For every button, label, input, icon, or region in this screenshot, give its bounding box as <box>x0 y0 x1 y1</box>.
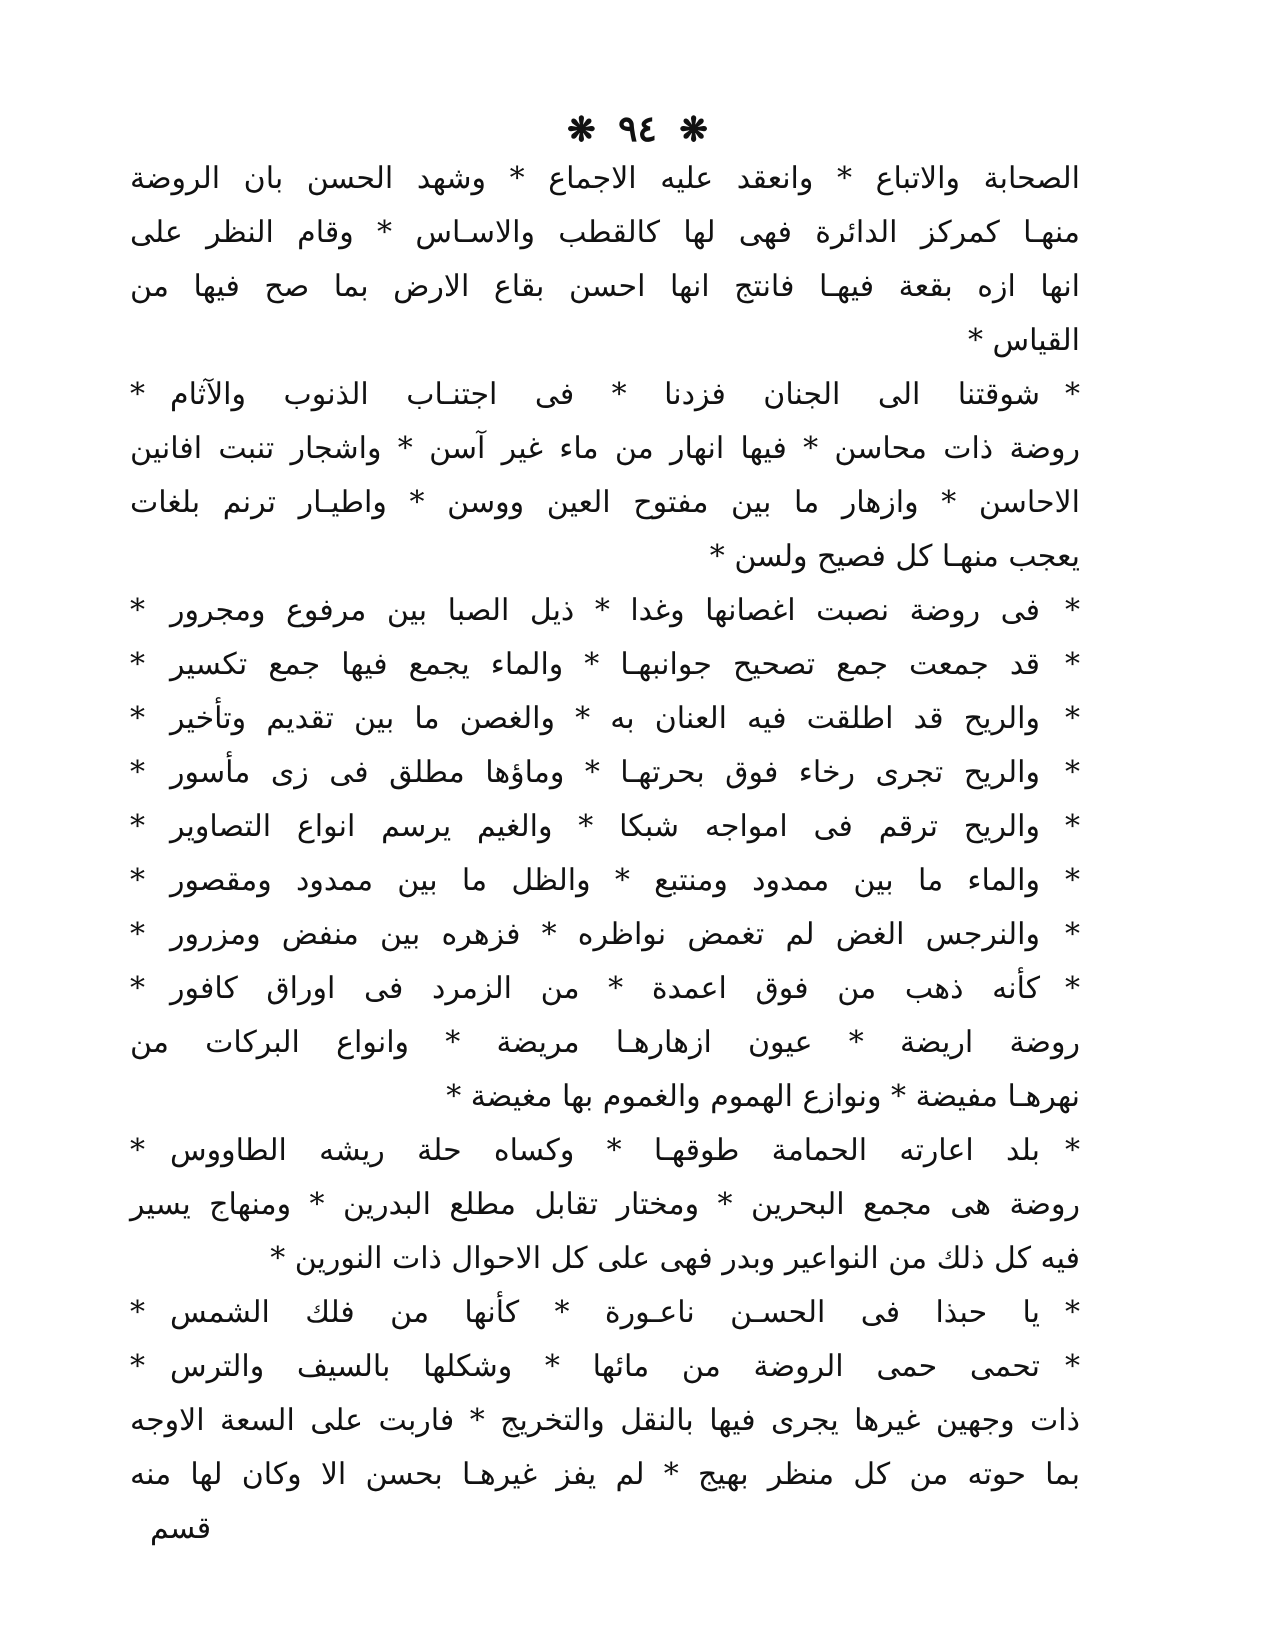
verse-text: بلد اعارته الحمامة طوقهـا * وكساه حلة ريشه الطاووس <box>170 1133 1040 1168</box>
verse-line <box>130 1124 1080 1178</box>
verse-star-marker: * <box>1065 1349 1080 1384</box>
page-number-header <box>0 108 1275 150</box>
verse-star-marker: * <box>130 971 145 1006</box>
verse-star-marker: * <box>1065 809 1080 844</box>
verse-star-marker: * <box>130 701 145 736</box>
verse-star-marker: * <box>130 377 145 412</box>
verse-line <box>130 638 1080 692</box>
verse-text: كأنه ذهب من فوق اعمدة * من الزمرد فى اوراق كافور <box>170 971 1040 1006</box>
prose-line: يعجب منهـا كل فصيح ولسن * <box>709 539 1080 574</box>
closing-word: قسم <box>150 1511 212 1546</box>
prose-line: ذات وجهين غيرها يجرى فيها بالنقل والتخريج * فاربت على السعة الاوجه <box>130 1403 1080 1438</box>
verse-star-marker: * <box>1065 971 1080 1006</box>
verse-star-marker: * <box>1065 863 1080 898</box>
prose-line: روضة اريضة * عيون ازهارهـا مريضة * وانواع البركات من <box>130 1025 1080 1060</box>
verse-line <box>130 368 1080 422</box>
prose-line: نهرهـا مفيضة * ونوازع الهموم والغموم بها مغيضة * <box>446 1079 1080 1114</box>
prose-line: منهـا كمركز الدائرة فهى لها كالقطب والاسـاس * وقام النظر على <box>130 215 1080 250</box>
verse-text: شوقتنا الى الجنان فزدنا * فى اجتنـاب الذنوب والآثام <box>170 377 1040 412</box>
verse-text: تحمى حمى الروضة من مائها * وشكلها بالسيف والترس <box>170 1349 1040 1384</box>
prose-line: روضة هى مجمع البحرين * ومختار تقابل مطلع البدرين * ومنهاج يسير <box>130 1187 1080 1222</box>
prose-line: القياس * <box>967 323 1080 358</box>
verse-star-marker: * <box>130 917 145 952</box>
body-text <box>130 152 1080 1556</box>
verse-line <box>130 1340 1080 1394</box>
verse-star-marker: * <box>130 1295 145 1330</box>
verse-star-marker: * <box>1065 1133 1080 1168</box>
ornament-left-icon: ❋ <box>567 110 596 150</box>
verse-star-marker: * <box>1065 593 1080 628</box>
verse-star-marker: * <box>1065 1295 1080 1330</box>
verse-text: والنرجس الغض لم تغمض نواظره * فزهره بين منفض ومزرور <box>170 917 1040 952</box>
verse-star-marker: * <box>130 809 145 844</box>
verse-text: فى روضة نصبت اغصانها وغدا * ذيل الصبا بين مرفوع ومجرور <box>170 593 1040 628</box>
page-number: ٩٤ <box>618 108 657 150</box>
prose-line: بما حوته من كل منظر بهيج * لم يفز غيرهـا بحسن الا وكان لها منه <box>130 1457 1080 1492</box>
verse-star-marker: * <box>1065 377 1080 412</box>
verse-star-marker: * <box>130 1349 145 1384</box>
verse-text: والريح قد اطلقت فيه العنان به * والغصن ما بين تقديم وتأخير <box>170 701 1040 736</box>
verse-line <box>130 800 1080 854</box>
verse-line <box>130 1286 1080 1340</box>
verse-star-marker: * <box>130 755 145 790</box>
verse-text: يا حبذا فى الحسـن ناعـورة * كأنها من فلك الشمس <box>170 1295 1040 1330</box>
verse-line <box>130 584 1080 638</box>
prose-line: فيه كل ذلك من النواعير وبدر فهى على كل الاحوال ذات النورين * <box>270 1241 1080 1276</box>
ornament-right-icon: ❋ <box>679 110 708 150</box>
verse-line <box>130 854 1080 908</box>
verse-text: والريح ترقم فى امواجه شبكا * والغيم يرسم انواع التصاوير <box>170 809 1040 844</box>
verse-line <box>130 746 1080 800</box>
verse-line <box>130 692 1080 746</box>
prose-line: روضة ذات محاسن * فيها انهار من ماء غير آسن * واشجار تنبت افانين <box>130 431 1080 466</box>
verse-text: قد جمعت جمع تصحيح جوانبهـا * والماء يجمع فيها جمع تكسير <box>170 647 1040 682</box>
verse-star-marker: * <box>1065 917 1080 952</box>
verse-star-marker: * <box>130 1133 145 1168</box>
prose-line: انها ازه بقعة فيهـا فانتج انها احسن بقاع الارض بما صح فيها من <box>130 269 1080 304</box>
prose-line: الصحابة والاتباع * وانعقد عليه الاجماع * وشهد الحسن بان الروضة <box>130 161 1080 196</box>
verse-line <box>130 908 1080 962</box>
verse-star-marker: * <box>1065 647 1080 682</box>
verse-line <box>130 962 1080 1016</box>
verse-star-marker: * <box>1065 755 1080 790</box>
verse-star-marker: * <box>1065 701 1080 736</box>
prose-line: الاحاسن * وازهار ما بين مفتوح العين ووسن * واطيـار ترنم بلغات <box>130 485 1080 520</box>
verse-star-marker: * <box>130 647 145 682</box>
verse-text: والريح تجرى رخاء فوق بحرتهـا * وماؤها مطلق فى زى مأسور <box>170 755 1040 790</box>
verse-star-marker: * <box>130 863 145 898</box>
verse-star-marker: * <box>130 593 145 628</box>
verse-text: والماء ما بين ممدود ومنتبع * والظل ما بين ممدود ومقصور <box>170 863 1040 898</box>
